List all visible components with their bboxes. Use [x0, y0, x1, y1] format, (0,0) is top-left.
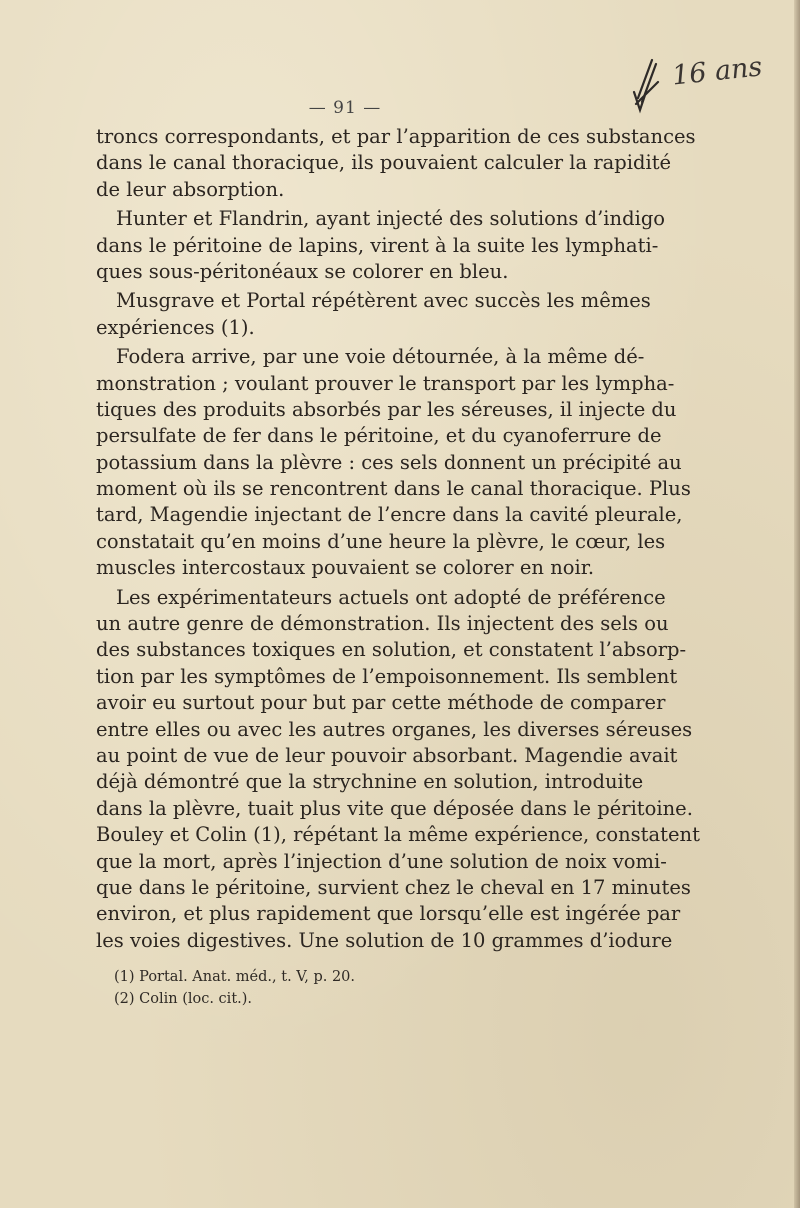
text-line: tion par les symptômes de l’empoisonnement. Ils semblent — [96, 664, 678, 688]
text-line: que la mort, après l’injection d’une solution de noix vomi- — [96, 849, 667, 873]
text-line: des substances toxiques en solution, et constatent l’absorp- — [96, 638, 687, 662]
text-line: dans le canal thoracique, ils pouvaient calculer la rapidité — [96, 151, 672, 175]
text-line: entre elles ou avec les autres organes, les diverses séreuses — [96, 717, 693, 741]
page-number: — 91 — — [308, 98, 382, 118]
text-line: dans la plèvre, tuait plus vite que déposée dans le péritoine. — [96, 796, 693, 820]
handwritten-annotation — [622, 52, 798, 122]
text-line: ques sous-péritonéaux se colorer en bleu. — [96, 259, 509, 283]
text-line: que dans le péritoine, survient chez le cheval en 17 minutes — [96, 875, 691, 899]
annotation-text: 16 ans — [670, 51, 764, 92]
text-line: au point de vue de leur pouvoir absorbant. Magendie avait — [96, 743, 678, 767]
text-line: Fodera arrive, par une voie détournée, à la même dé- — [116, 345, 645, 369]
text-line: avoir eu surtout pour but par cette méthode de comparer — [96, 691, 666, 715]
text-line: constatait qu’en moins d’une heure la plèvre, le cœur, les — [96, 529, 666, 553]
text-line: dans le péritoine de lapins, virent à la suite les lymphati- — [96, 233, 659, 257]
text-line: tard, Magendie injectant de l’encre dans la cavité pleurale, — [96, 503, 683, 527]
text-line: potassium dans la plèvre : ces sels donnent un précipité au — [96, 450, 682, 474]
text-line: environ, et plus rapidement que lorsqu’elle est ingérée par — [96, 902, 681, 926]
text-line: tiques des produits absorbés par les séreuses, il injecte du — [96, 397, 677, 421]
text-line: Hunter et Flandrin, ayant injecté des solutions d’indigo — [116, 207, 666, 231]
text-line: monstration ; voulant prouver le transport par les lympha- — [96, 371, 675, 395]
text-line: de leur absorption. — [96, 177, 285, 201]
text-line: moment où ils se rencontrent dans le canal thoracique. Plus — [96, 477, 691, 501]
text-line: expériences (1). — [96, 315, 255, 339]
body-text — [96, 124, 700, 954]
text-line: un autre genre de démonstration. Ils injectent des sels ou — [96, 612, 669, 636]
text-line: persulfate de fer dans le péritoine, et du cyanoferrure de — [96, 424, 662, 448]
text-line: déjà démontré que la strychnine en solution, introduite — [96, 770, 644, 794]
page-edge-shadow — [794, 0, 800, 1208]
text-line: muscles intercostaux pouvaient se colorer en noir. — [96, 556, 595, 580]
text-line: Bouley et Colin (1), répétant la même expérience, constatent — [96, 823, 700, 847]
footnote: (1) Portal. Anat. méd., t. V, p. 20. — [114, 969, 356, 985]
text-line: Musgrave et Portal répétèrent avec succès les mêmes — [116, 289, 651, 313]
footnotes — [114, 966, 534, 1010]
text-line: les voies digestives. Une solution de 10 grammes d’iodure — [96, 928, 673, 952]
text-line: troncs correspondants, et par l’apparition de ces substances — [96, 125, 696, 148]
footnote: (2) Colin (loc. cit.). — [114, 991, 253, 1007]
text-line: Les expérimentateurs actuels ont adopté de préférence — [116, 585, 666, 609]
